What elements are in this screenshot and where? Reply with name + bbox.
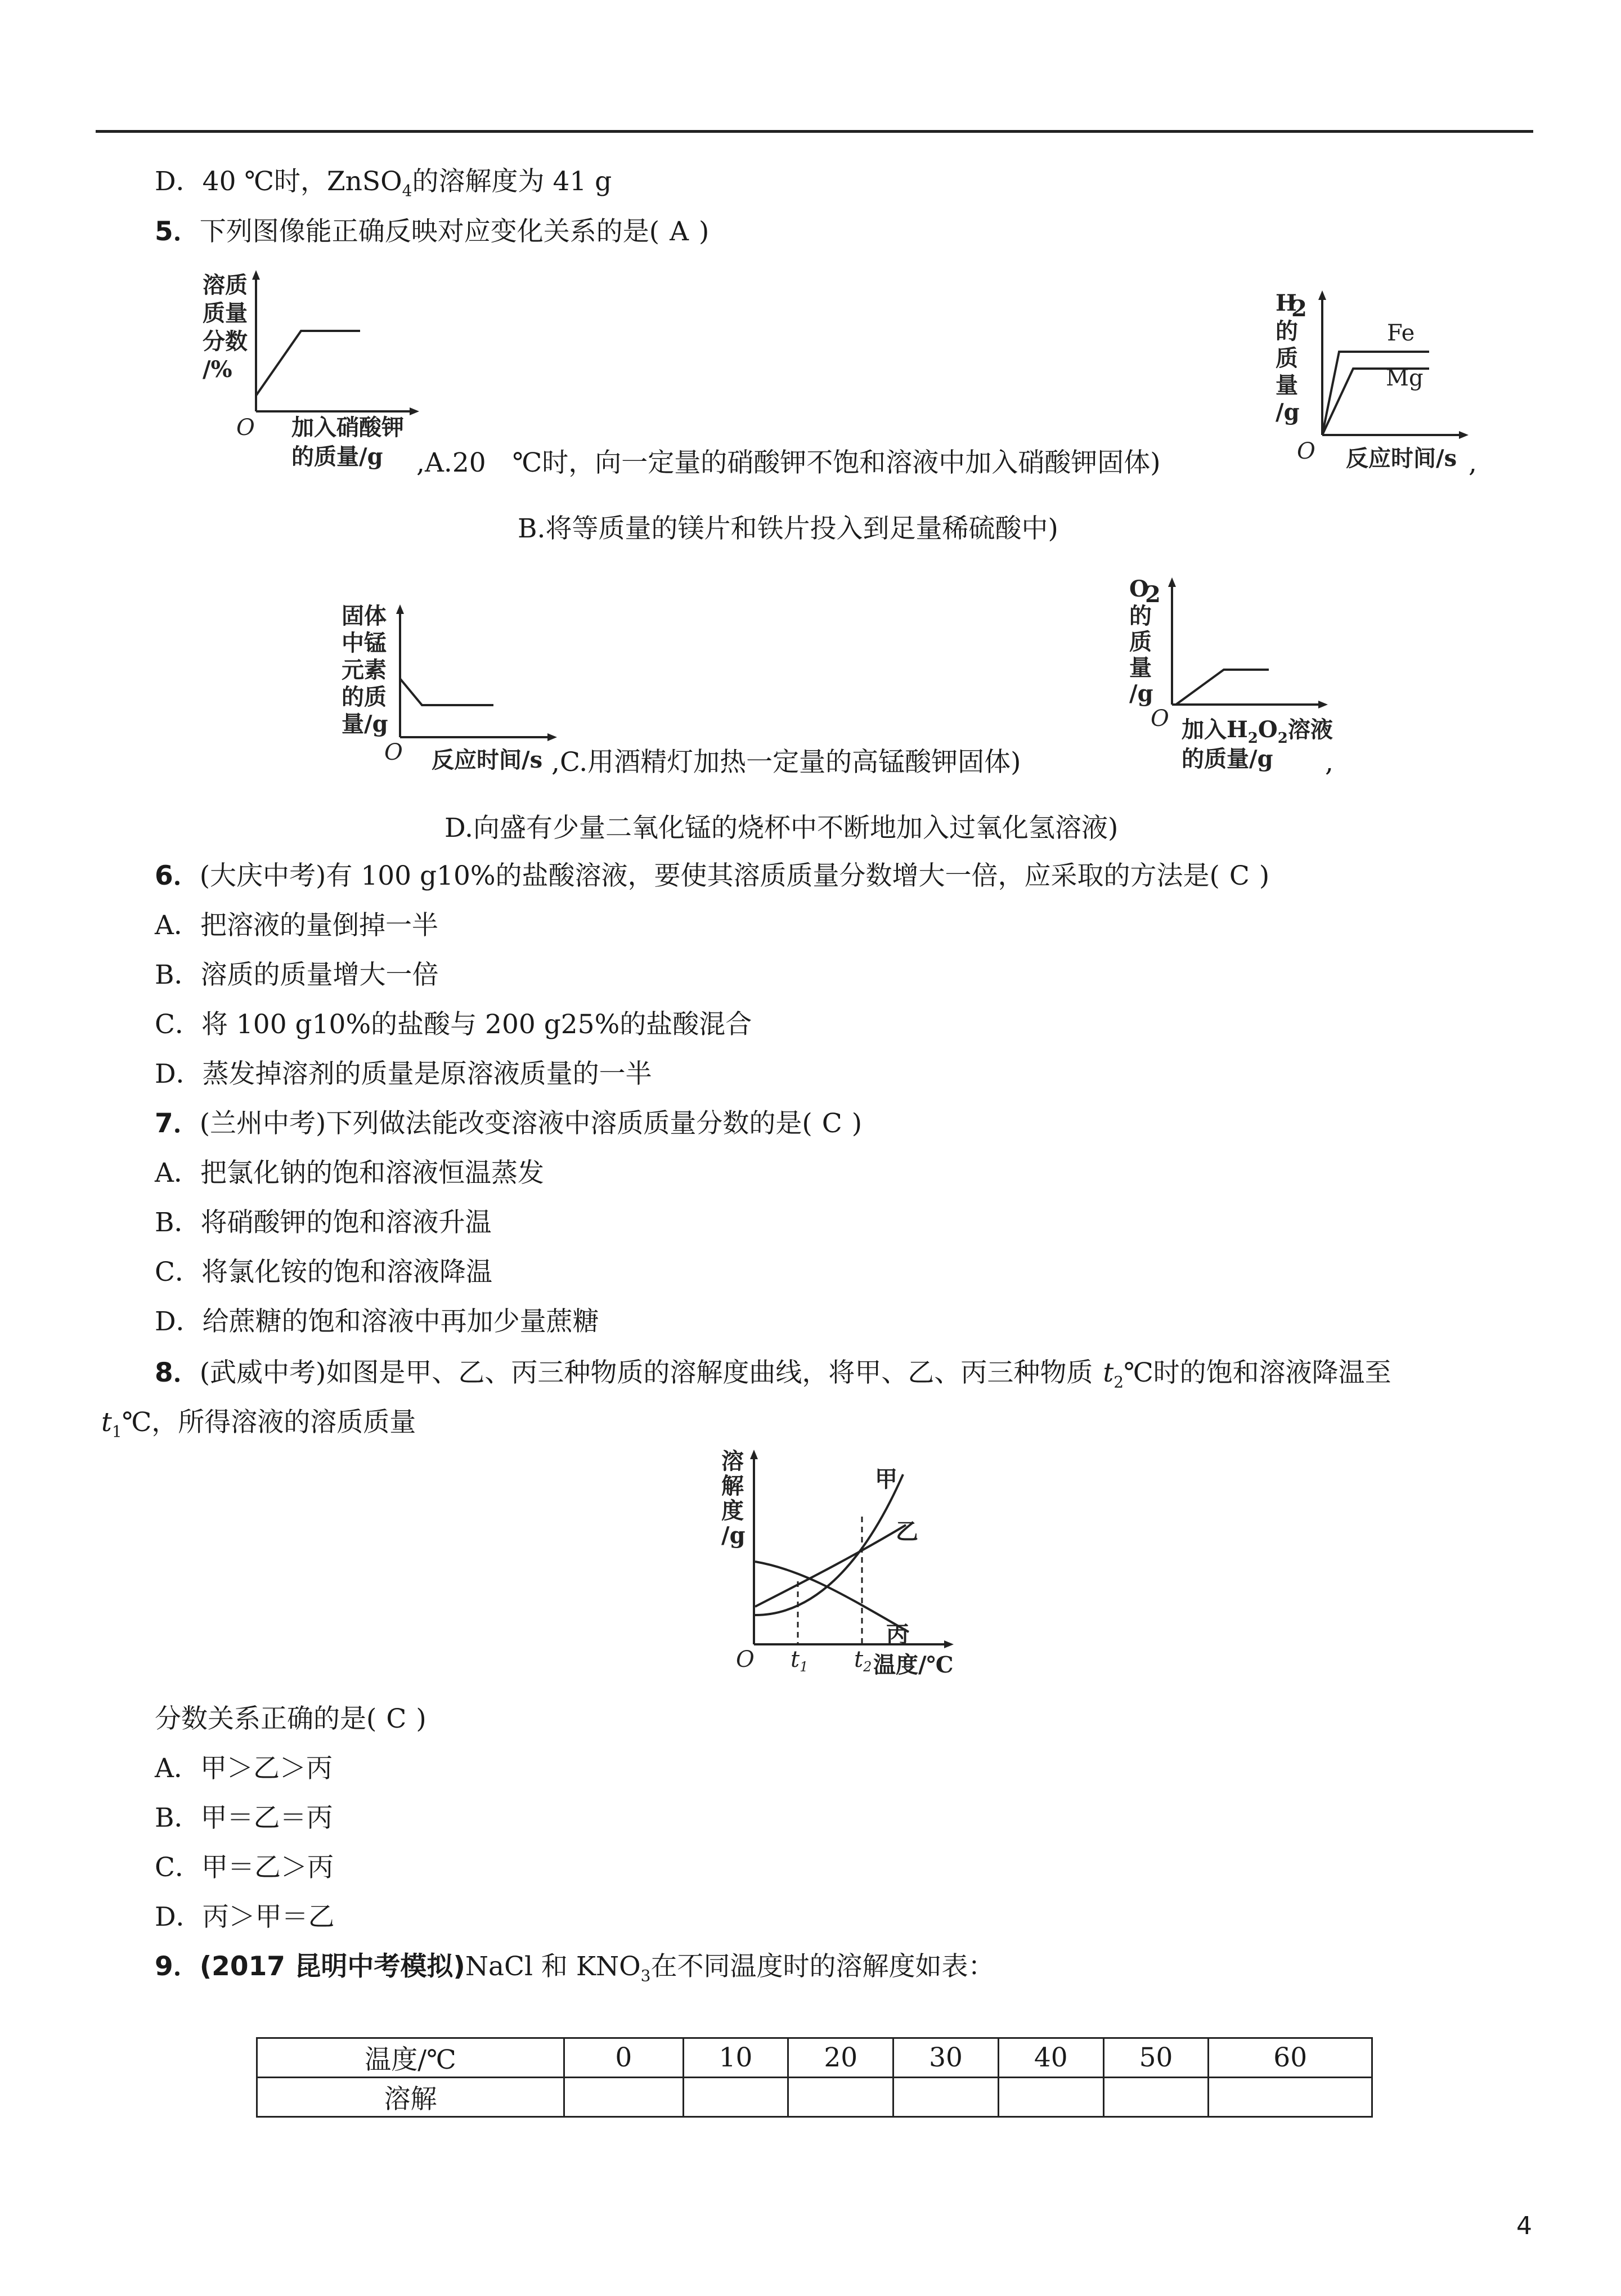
svg-text:质量: 质量 — [203, 300, 248, 326]
svg-text:O: O — [384, 739, 403, 765]
table-cell — [1209, 2078, 1372, 2117]
q8-option-c: C．甲＝乙＞丙 — [155, 1852, 334, 1883]
svg-text:H: H — [1276, 290, 1297, 316]
table-cell: 10 — [683, 2038, 788, 2078]
q6-option-b: B．溶质的质量增大一倍 — [155, 959, 439, 990]
table-cell: 溶解 — [257, 2078, 564, 2117]
svg-text:丙: 丙 — [886, 1621, 909, 1648]
answer: A — [670, 216, 689, 247]
y-axis-arrow — [750, 1450, 758, 1459]
svg-text:/g: /g — [1129, 680, 1153, 707]
y-axis-arrow — [252, 270, 260, 280]
q8-option-b: B．甲＝乙＝丙 — [155, 1802, 333, 1833]
svg-text:量/g: 量/g — [342, 711, 388, 737]
svg-text:质: 质 — [1129, 629, 1152, 655]
table-row — [257, 2078, 1372, 2117]
svg-text:/%: /% — [203, 356, 232, 383]
q5-stem: 5．下列图像能正确反映对应变化关系的是( A ) — [155, 215, 709, 249]
q8-option-d: D．丙＞甲＝乙 — [155, 1902, 335, 1932]
table-cell: 30 — [893, 2038, 999, 2078]
caption-a: ,A.20 ℃时，向一定量的硝酸钾不饱和溶液中加入硝酸钾固体) — [416, 447, 1161, 478]
y-axis-arrow — [1168, 577, 1176, 587]
svg-text:的质量/g: 的质量/g — [1182, 746, 1273, 772]
table-cell — [683, 2078, 788, 2117]
table-cell — [564, 2078, 684, 2117]
svg-text:O: O — [236, 415, 255, 441]
curve — [1176, 670, 1269, 705]
svg-text:t1: $t_1$ — [791, 1647, 809, 1675]
q4-option-d: D．40 ℃时，ZnSO$_4$的溶解度为 41 g — [155, 166, 612, 200]
table-cell: 40 — [998, 2038, 1103, 2078]
question-number: 8． — [155, 1357, 200, 1388]
svg-text:度: 度 — [721, 1497, 744, 1524]
svg-text:Fe: Fe — [1387, 320, 1415, 346]
x-axis-arrow — [1318, 701, 1328, 708]
svg-text:乙: 乙 — [896, 1518, 918, 1545]
q7-option-b: B．将硝酸钾的饱和溶液升温 — [155, 1207, 492, 1238]
table-cell — [788, 2078, 893, 2117]
table-cell — [1103, 2078, 1209, 2117]
table-cell: 温度/℃ — [257, 2038, 564, 2078]
svg-text:固体: 固体 — [342, 603, 387, 629]
q9-stem: 9．(2017 昆明中考模拟)NaCl 和 $KNO_3$在不同温度时的溶解度如表： — [155, 1951, 995, 1985]
graph-d — [1128, 574, 1359, 782]
svg-text:甲: 甲 — [875, 1466, 897, 1492]
svg-text:溶质: 溶质 — [203, 272, 248, 298]
y-axis-arrow — [1318, 290, 1326, 300]
svg-text:的: 的 — [1276, 318, 1298, 344]
q7-stem: 7．(兰州中考)下列做法能改变溶液中溶质质量分数的是( C ) — [155, 1107, 862, 1141]
q6-option-c: C．将 100 g10%的盐酸与 200 g25%的盐酸混合 — [155, 1009, 752, 1040]
table-cell: 20 — [788, 2038, 893, 2078]
curve-jia — [755, 1474, 903, 1615]
svg-text:溶: 溶 — [721, 1448, 744, 1474]
caption-c: ,C.用酒精灯加热一定量的高锰酸钾固体) — [551, 747, 1021, 778]
curve — [256, 331, 360, 396]
svg-text:O: O — [1129, 576, 1149, 602]
svg-text:O: O — [1297, 438, 1315, 464]
table-cell: 50 — [1103, 2038, 1209, 2078]
svg-text:加入H2O2溶液: 加入$H_2O_2$溶液 — [1182, 716, 1333, 747]
svg-text:温度/℃: 温度/℃ — [873, 1652, 954, 1678]
table-row — [257, 2038, 1372, 2078]
q8-option-a: A．甲＞乙＞丙 — [155, 1753, 333, 1784]
table-cell — [893, 2078, 999, 2117]
q8-stem-end: 分数关系正确的是( C ) — [155, 1702, 426, 1736]
svg-text:的: 的 — [1129, 603, 1152, 629]
q7-option-d: D．给蔗糖的饱和溶液中再加少量蔗糖 — [155, 1306, 599, 1337]
svg-text:量: 量 — [1276, 372, 1298, 398]
q7-option-c: C．将氯化铵的饱和溶液降温 — [155, 1257, 492, 1288]
q8-stem: 8．(武威中考)如图是甲、乙、丙三种物质的溶解度曲线，将甲、乙、丙三种物质 $t_2℃$时的饱和溶液降温至 — [155, 1357, 1391, 1392]
table-cell — [998, 2078, 1103, 2117]
graph-b — [1274, 287, 1483, 478]
question-number: 5． — [155, 216, 200, 247]
y-axis-arrow — [396, 604, 404, 614]
svg-text:O: O — [1151, 706, 1169, 732]
answer: C — [821, 1108, 842, 1139]
answer: C — [386, 1703, 407, 1734]
question-source: (2017 昆明中考模拟) — [199, 1951, 465, 1982]
q6-stem: 6．(大庆中考)有 100 g10%的盐酸溶液，要使其溶质质量分数增大一倍，应采取的方法是( C ) — [155, 859, 1269, 893]
svg-text:Mg: Mg — [1386, 365, 1424, 391]
svg-text:元素: 元素 — [342, 657, 387, 683]
svg-text:O: O — [736, 1647, 755, 1672]
svg-text:t2: $t_2$ — [854, 1647, 872, 1675]
svg-text:质: 质 — [1276, 345, 1298, 371]
graph-c — [340, 601, 565, 781]
graph-a — [203, 267, 428, 490]
q6-option-d: D．蒸发掉溶剂的质量是原溶液质量的一半 — [155, 1059, 652, 1089]
page-number: 4 — [1516, 2212, 1532, 2240]
x-axis-arrow — [1459, 431, 1469, 439]
q6-option-a: A．把溶液的量倒掉一半 — [155, 910, 438, 941]
curve-fe — [1322, 352, 1429, 435]
svg-text:/g: /g — [721, 1522, 746, 1549]
answer: C — [1229, 860, 1250, 891]
svg-text:加入硝酸钾: 加入硝酸钾 — [291, 414, 404, 441]
header-rule — [96, 130, 1533, 133]
caption-d: D.向盛有少量二氧化锰的烧杯中不断地加入过氧化氢溶液) — [444, 813, 1119, 844]
svg-text:解: 解 — [721, 1473, 744, 1499]
svg-text:的质量/g: 的质量/g — [291, 443, 383, 470]
solubility-graph — [720, 1446, 979, 1688]
svg-text:的质: 的质 — [342, 684, 387, 710]
table-cell: 60 — [1209, 2038, 1372, 2078]
svg-text:分数: 分数 — [203, 328, 248, 355]
svg-text:反应时间/s: 反应时间/s — [1346, 445, 1457, 472]
question-number: 6． — [155, 860, 200, 891]
q8-stem-cont: $t_1℃$，所得溶液的溶质质量 — [101, 1407, 416, 1441]
svg-text:量: 量 — [1129, 654, 1152, 681]
question-number: 9． — [155, 1951, 200, 1982]
svg-text:中锰: 中锰 — [342, 630, 387, 656]
svg-text:/g: /g — [1276, 399, 1300, 425]
x-axis-arrow — [410, 407, 419, 415]
x-axis-arrow — [944, 1640, 954, 1648]
table-cell: 0 — [564, 2038, 684, 2078]
x-axis-arrow — [547, 733, 557, 741]
svg-text:反应时间/s: 反应时间/s — [432, 747, 543, 773]
solubility-table — [256, 2037, 1373, 2118]
svg-text:2: 2 — [1145, 581, 1161, 608]
q7-option-a: A．把氯化钠的饱和溶液恒温蒸发 — [155, 1158, 544, 1189]
question-number: 7． — [155, 1108, 200, 1139]
svg-text:2: 2 — [1291, 295, 1307, 322]
curve — [400, 679, 493, 705]
caption-b: B.将等质量的镁片和铁片投入到足量稀硫酸中) — [518, 513, 1058, 544]
